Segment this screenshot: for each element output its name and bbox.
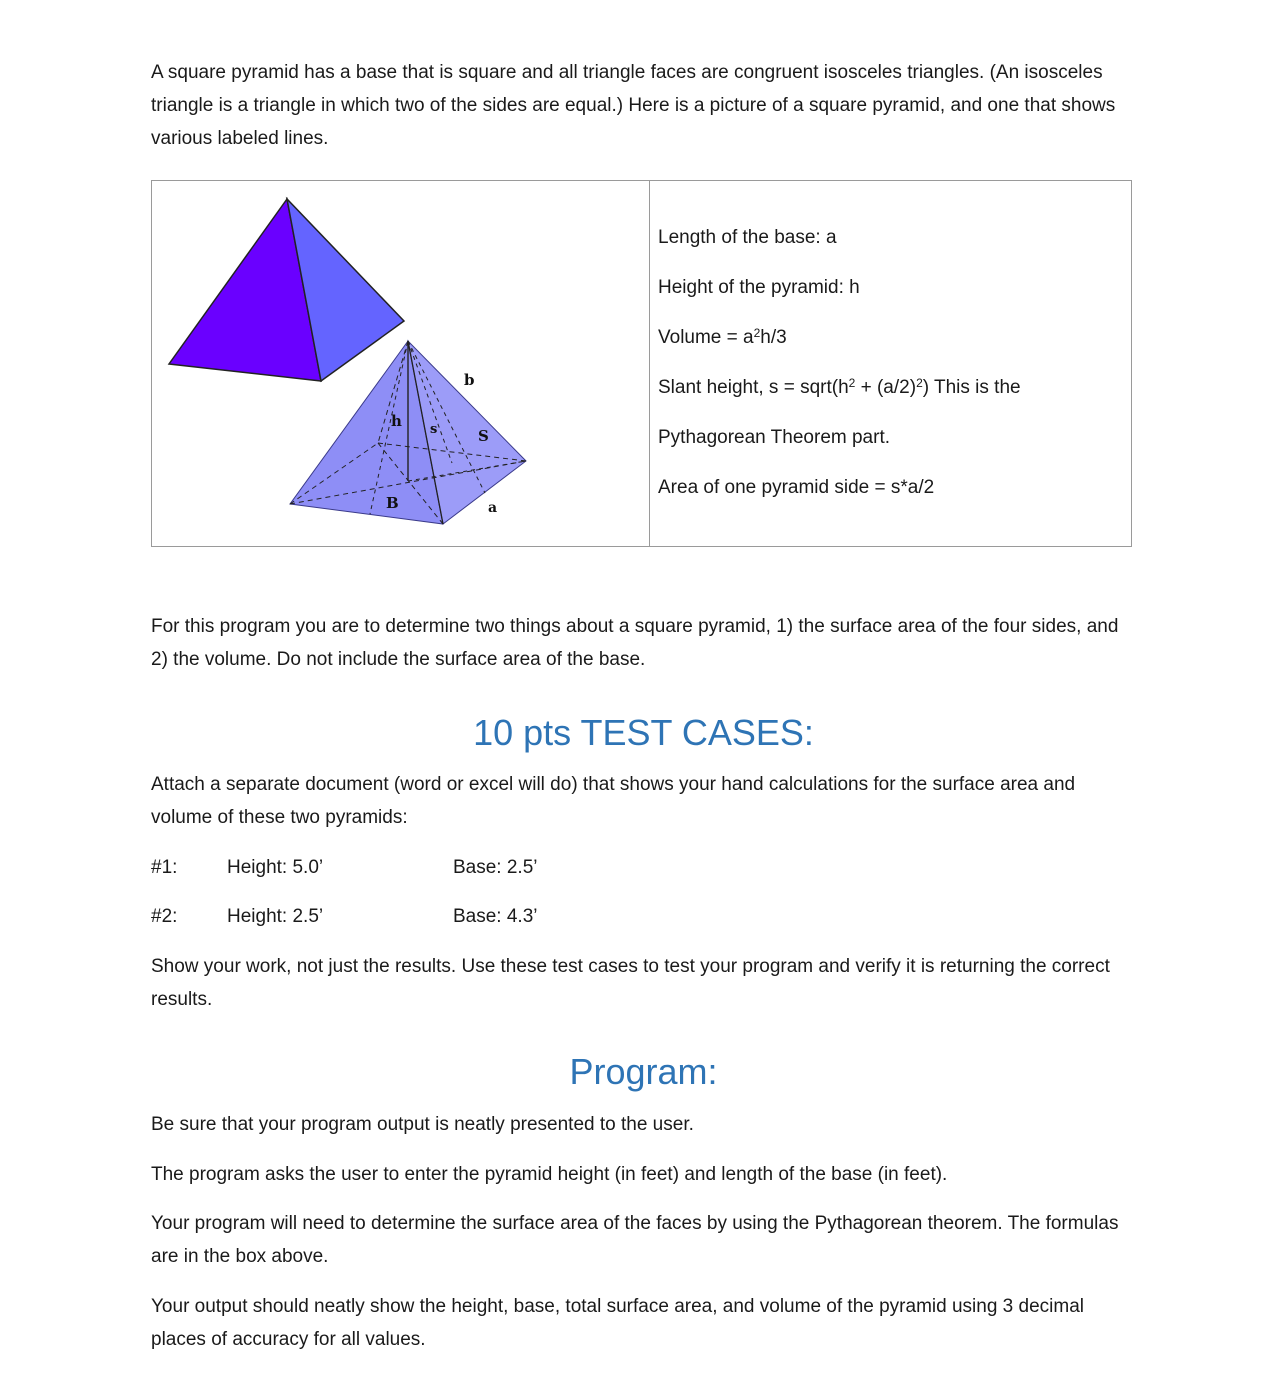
case-number: #2: — [151, 906, 178, 927]
test-intro-paragraph: Attach a separate document (word or excel will do) that shows your hand calculations for the surface area and volume of these two pyramids: — [151, 774, 1076, 828]
label-S: S — [478, 427, 489, 445]
intro-paragraph: A square pyramid has a base that is square and all triangle faces are congruent isosceles triangles. (An isosceles triangle is a triangle in which two of the sides are equal.) Here is a picture of a square pyramid, and one that shows various labeled lines. — [151, 62, 1116, 149]
case-height: Height: 5.0’ — [227, 857, 324, 878]
program-paragraph: Your program will need to determine the surface area of the faces by using the Pythagorean theorem. The formulas are in the box above. — [151, 1213, 1119, 1267]
intro-section — [151, 56, 1136, 155]
formula-volume — [658, 313, 1131, 363]
program-heading: Program: — [569, 1051, 718, 1092]
slant-exponent-1: 2 — [848, 376, 856, 390]
program-line-4 — [151, 1290, 1136, 1356]
pyramid-figure — [152, 181, 649, 546]
test-case-1 — [151, 851, 1136, 884]
label-s-small: s — [430, 422, 438, 437]
program-paragraph: The program asks the user to enter the pyramid height (in feet) and length of the base (in feet). — [151, 1164, 948, 1185]
volume-text: Volume = a — [658, 327, 754, 348]
program-line-1 — [151, 1108, 1136, 1141]
volume-exponent: 2 — [753, 326, 761, 340]
label-B: B — [386, 494, 399, 512]
test-outro-section — [151, 950, 1136, 1016]
label-a: a — [488, 500, 498, 516]
formula-cell — [650, 181, 1132, 547]
program-paragraph: Your output should neatly show the height, base, total surface area, and volume of the pyramid using 3 decimal places of accuracy for all values. — [151, 1296, 1084, 1350]
test-cases-heading: 10 pts TEST CASES: — [473, 712, 814, 753]
slant-text-end: ) This is the — [922, 377, 1021, 398]
program-line-2 — [151, 1158, 1136, 1191]
program-section — [151, 1050, 1136, 1094]
slant-text: Slant height, s = sqrt(h — [658, 377, 849, 398]
test-intro-section — [151, 768, 1136, 834]
task-paragraph: For this program you are to determine two things about a square pyramid, 1) the surface area of the four sides, and 2) the volume. Do not include the surface area of the base. — [151, 616, 1119, 670]
case-number: #1: — [151, 857, 178, 878]
test-outro-paragraph: Show your work, not just the results. Use these test cases to test your program and verify it is returning the correct results. — [151, 956, 1110, 1010]
label-h: h — [391, 412, 402, 430]
task-section — [151, 610, 1136, 676]
formula-base: Length of the base: a — [658, 227, 837, 248]
test-cases-section — [151, 711, 1136, 755]
program-paragraph: Be sure that your program output is neatly presented to the user. — [151, 1114, 694, 1135]
formula-height: Height of the pyramid: h — [658, 277, 860, 298]
formula-side-area: Area of one pyramid side = s*a/2 — [658, 477, 935, 498]
test-case-2 — [151, 900, 1136, 933]
slant-exponent-2: 2 — [916, 376, 923, 390]
label-b: b — [464, 371, 475, 389]
pyramid-info-table — [151, 180, 1132, 547]
slant-text-mid: + (a/2) — [855, 377, 917, 398]
program-line-3 — [151, 1207, 1136, 1273]
case-base: Base: 2.5’ — [453, 857, 538, 878]
volume-text-end: h/3 — [760, 327, 787, 348]
pyramid-figure-cell — [152, 181, 650, 547]
case-base: Base: 4.3’ — [453, 906, 538, 927]
formula-slant — [658, 363, 1131, 413]
case-height: Height: 2.5’ — [227, 906, 324, 927]
formula-pythagorean: Pythagorean Theorem part. — [658, 427, 891, 448]
